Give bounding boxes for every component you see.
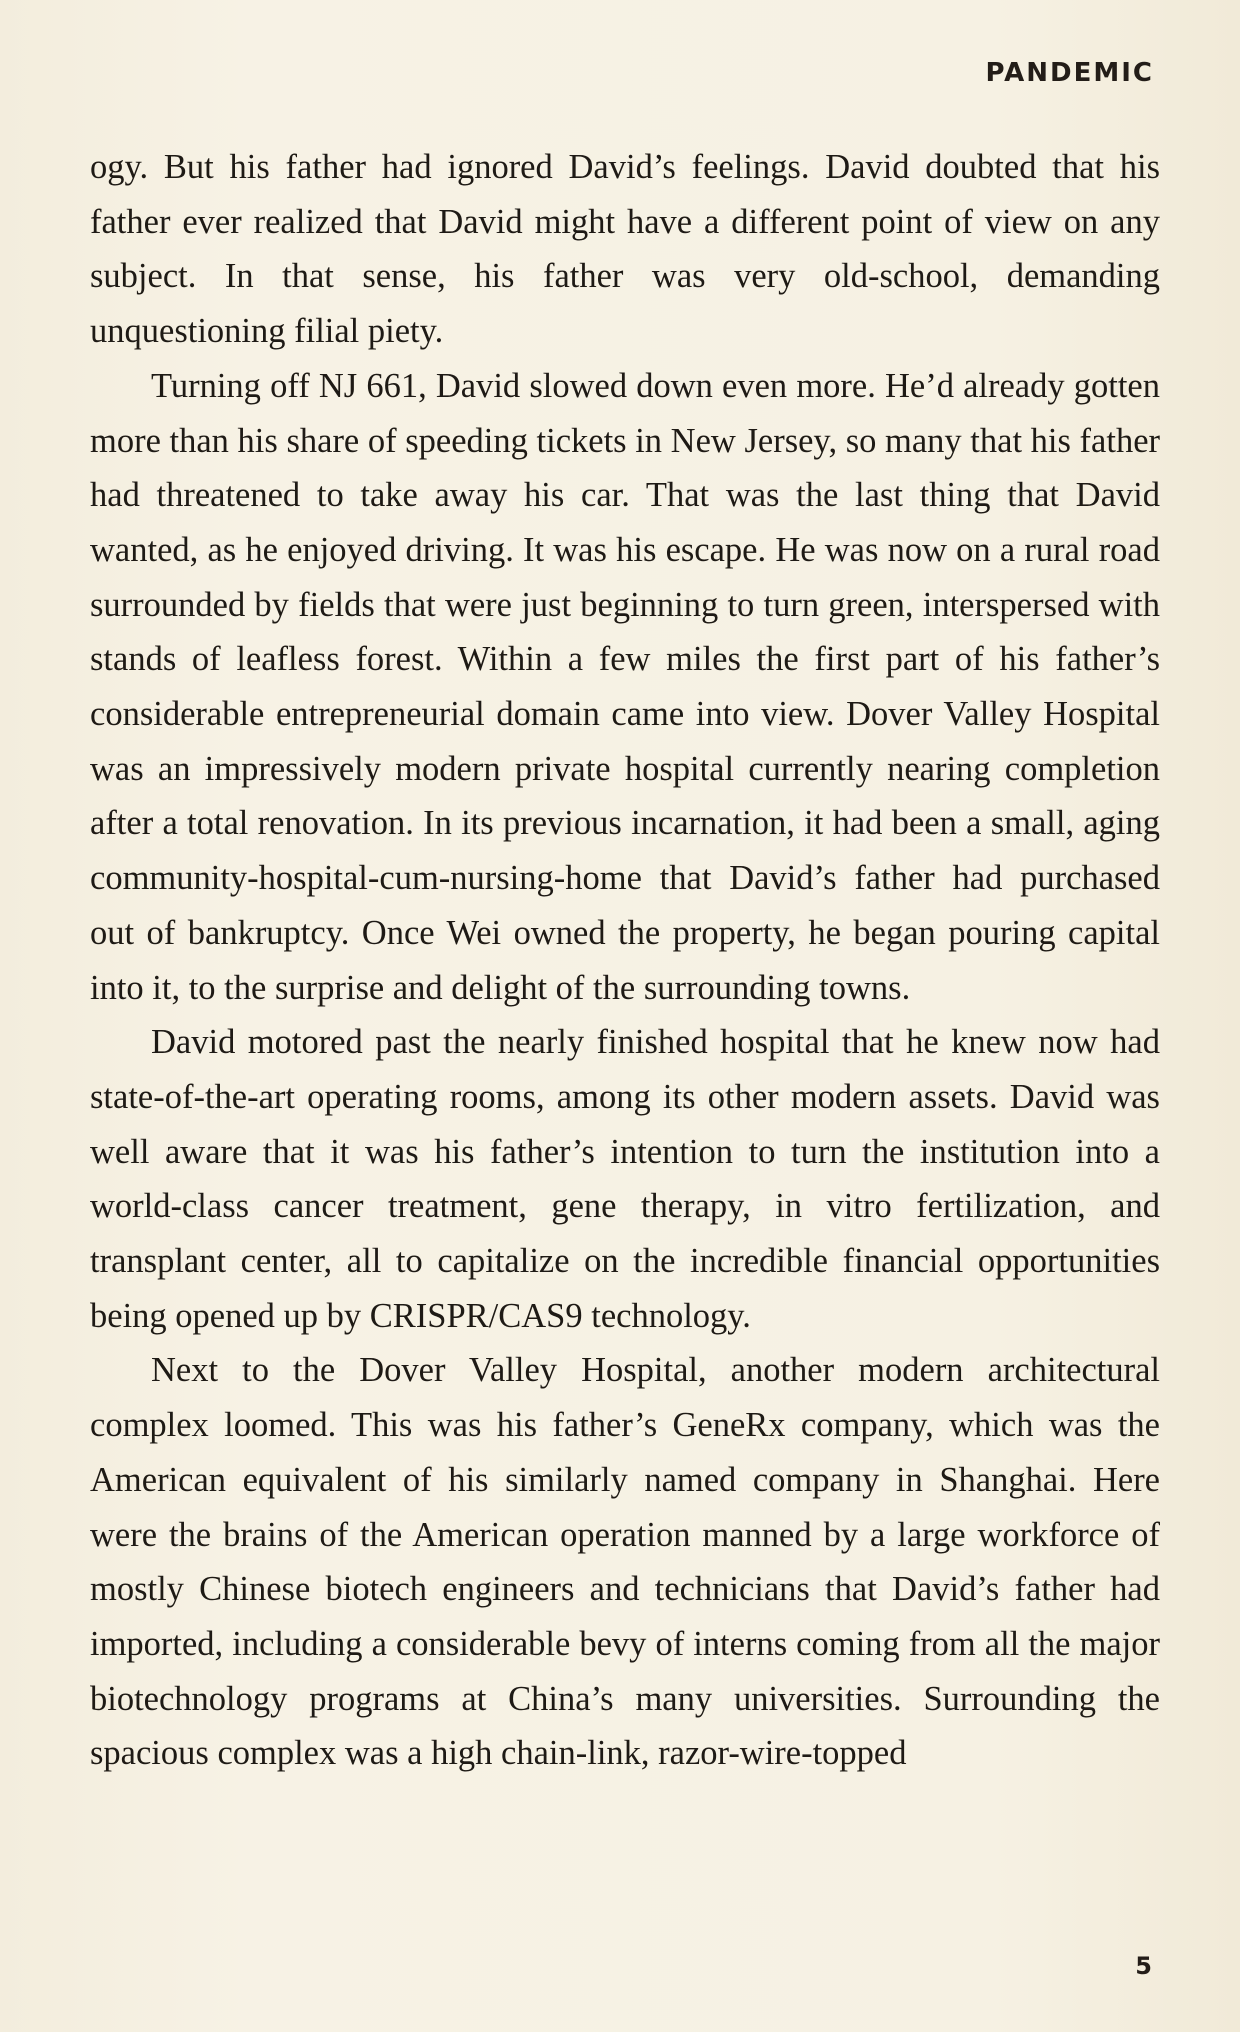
page-number: 5 (1135, 1952, 1152, 1980)
paragraph: Turning off NJ 661, David slowed down even more. He’d already gotten more than his share of speeding tickets in New Jersey, so many that his father had threatened to take away his car. That was the last thing that David wanted, as he enjoyed driving. It was his escape. He was now on a rural road surrounded by fields that were just beginning to turn green, interspersed with stands of leafless forest. Within a few miles the first part of his father’s considerable entrepreneurial domain came into view. Dover Valley Hospital was an impressively modern private hospital currently nearing completion after a total renovation. In its previous incarnation, it had been a small, aging community-hospital-cum-nursing-home that David’s father had purchased out of bankruptcy. Once Wei owned the property, he began pouring capital into it, to the surprise and delight of the surrounding towns. (90, 366, 1160, 1007)
paragraph-continued: ogy. But his father had ignored David’s feelings. David doubted that his father ever realized that David might have a different point of view on any subject. In that sense, his father was very old-school, demanding unquestioning filial piety. (90, 148, 1160, 351)
body-text (90, 140, 1160, 1781)
running-head: PANDEMIC (985, 58, 1154, 88)
paragraph: David motored past the nearly finished hospital that he knew now had state-of-the-art operating rooms, among its other modern assets. David was well aware that it was his father’s intention to turn the institution into a world-class cancer treatment, gene therapy, in vitro fertilization, and transplant center, all to capitalize on the incredible financial opportunities being opened up by CRISPR/CAS9 technology. (90, 1023, 1160, 1335)
paragraph: Next to the Dover Valley Hospital, another modern architectural complex loomed. This was his father’s GeneRx company, which was the American equivalent of his similarly named company in Shanghai. Here were the brains of the American operation manned by a large workforce of mostly Chinese biotech engineers and technicians that David’s father had imported, including a considerable bevy of interns coming from all the major biotechnology programs at China’s many universities. Surrounding the spacious complex was a high chain-link, razor-wire-topped (90, 1351, 1160, 1773)
